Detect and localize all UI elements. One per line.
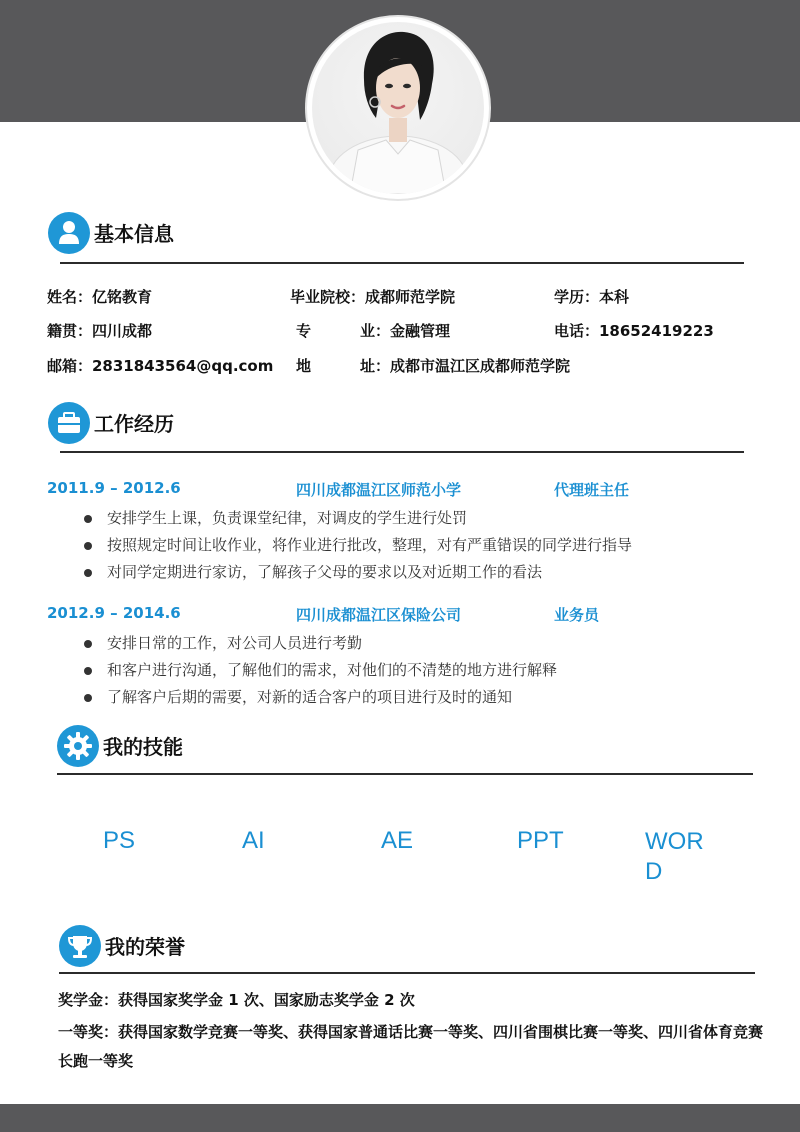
skill-word xyxy=(645,827,704,887)
field-name: 姓名：亿铭教育 xyxy=(47,288,153,306)
job-period: 2012.9 – 2014.6 xyxy=(47,604,181,622)
field-email: 邮箱：2831843564@qq.com xyxy=(47,357,274,375)
skill-ps: PS xyxy=(103,827,136,854)
profile-photo-frame xyxy=(307,17,489,199)
section-title: 基本信息 xyxy=(94,222,174,246)
list-item: 了解客户后期的需要，对新的适合客户的项目进行及时的通知 xyxy=(82,684,557,711)
field-address: 址：成都市温江区成都师范学院 xyxy=(360,357,571,375)
list-item: 按照规定时间让收作业，将作业进行批改，整理，对有严重错误的同学进行指导 xyxy=(82,532,632,559)
honor-first-prize: 一等奖：获得国家数学竞赛一等奖、获得国家普通话比赛一等奖、四川省围棋比赛一等奖、四川省体育竞赛长跑一等奖 xyxy=(58,1023,764,1070)
field-address-label: 地 xyxy=(296,357,312,375)
job-period: 2011.9 – 2012.6 xyxy=(47,479,181,497)
skill-ai: AI xyxy=(242,827,265,854)
job-duties xyxy=(82,630,557,711)
field-major-label: 专 xyxy=(296,322,312,340)
job-role: 代理班主任 xyxy=(554,481,630,499)
field-education: 学历：本科 xyxy=(554,288,630,306)
skill-word-line2: D xyxy=(645,858,663,885)
list-item: 安排学生上课，负责课堂纪律，对调皮的学生进行处罚 xyxy=(82,505,632,532)
field-school: 毕业院校：成都师范学院 xyxy=(290,288,456,306)
section-work-experience xyxy=(48,402,748,452)
gear-icon xyxy=(57,725,99,767)
job-duties xyxy=(82,505,632,586)
section-basic-info xyxy=(48,212,748,262)
section-title: 工作经历 xyxy=(94,412,174,436)
divider xyxy=(57,773,753,775)
footer-band xyxy=(0,1104,800,1132)
list-item: 安排日常的工作，对公司人员进行考勤 xyxy=(82,630,557,657)
field-origin: 籍贯：四川成都 xyxy=(47,322,153,340)
skill-ae: AE xyxy=(381,827,414,854)
divider xyxy=(59,972,755,974)
section-title: 我的技能 xyxy=(103,735,183,759)
section-title: 我的荣誉 xyxy=(105,935,185,959)
job-company: 四川成都温江区保险公司 xyxy=(296,606,462,624)
field-phone: 电话：18652419223 xyxy=(554,322,714,340)
section-honors xyxy=(59,925,759,975)
list-item: 对同学定期进行家访，了解孩子父母的要求以及对近期工作的看法 xyxy=(82,559,632,586)
trophy-icon xyxy=(59,925,101,967)
person-icon xyxy=(48,212,90,254)
briefcase-icon xyxy=(48,402,90,444)
field-major: 业：金融管理 xyxy=(360,322,451,340)
honor-scholarship: 奖学金：获得国家奖学金 1 次、国家励志奖学金 2 次 xyxy=(58,991,415,1009)
profile-photo xyxy=(312,22,484,194)
job-company: 四川成都温江区师范小学 xyxy=(296,481,462,499)
skill-ppt: PPT xyxy=(517,827,564,854)
divider xyxy=(60,451,744,453)
list-item: 和客户进行沟通，了解他们的需求，对他们的不清楚的地方进行解释 xyxy=(82,657,557,684)
section-skills xyxy=(57,725,757,775)
skill-word-line1: WOR xyxy=(645,828,704,855)
divider xyxy=(60,262,744,264)
job-role: 业务员 xyxy=(554,606,600,624)
